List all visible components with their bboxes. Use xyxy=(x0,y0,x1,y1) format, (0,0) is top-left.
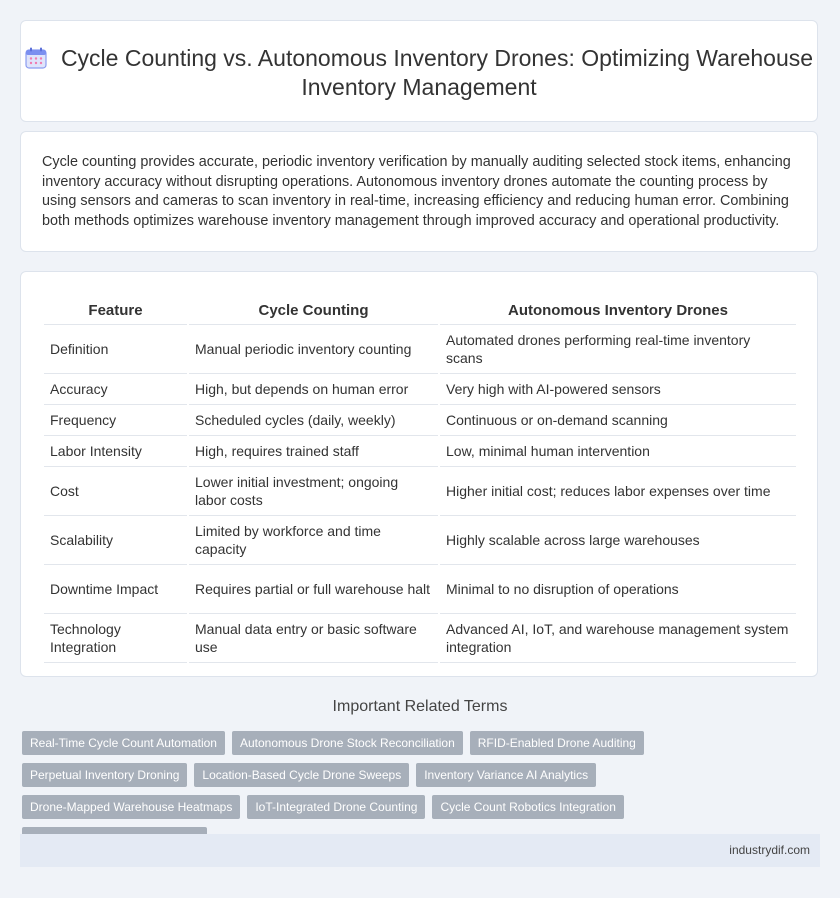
table-row xyxy=(44,565,796,614)
title-card xyxy=(20,20,818,122)
drones-cell: Higher initial cost; reduces labor expenses over time xyxy=(440,467,796,516)
comparison-table xyxy=(42,293,798,663)
related-term-tag[interactable]: Drone-Mapped Warehouse Heatmaps xyxy=(22,795,240,819)
intro-paragraph: Cycle counting provides accurate, periodic inventory verification by manually auditing selected stock items, enhancing inventory accuracy without disrupting operations. Autonomous inventory drones automate the counting process by using sensors and cameras to scan inventory in real-time, increasing efficiency and reducing human error. Combining both methods optimizes warehouse inventory management through improved accuracy and operational productivity. xyxy=(42,154,791,229)
calendar-icon xyxy=(25,47,47,69)
cycle-counting-cell: High, but depends on human error xyxy=(189,374,438,405)
cycle-counting-cell: High, requires trained staff xyxy=(189,436,438,467)
header-autonomous-drones: Autonomous Inventory Drones xyxy=(440,293,796,325)
cycle-counting-cell: Manual data entry or basic software use xyxy=(189,614,438,663)
table-row xyxy=(44,614,796,663)
related-term-tag[interactable]: Location-Based Cycle Drone Sweeps xyxy=(194,763,409,787)
comparison-card xyxy=(20,271,818,677)
feature-cell: Definition xyxy=(44,325,187,374)
related-term-tag[interactable]: IoT-Integrated Drone Counting xyxy=(247,795,425,819)
drones-cell: Advanced AI, IoT, and warehouse management system integration xyxy=(440,614,796,663)
table-row xyxy=(44,467,796,516)
related-term-tag[interactable]: Perpetual Inventory Droning xyxy=(22,763,187,787)
related-term-tag[interactable]: Cycle Count Robotics Integration xyxy=(432,795,623,819)
feature-cell: Downtime Impact xyxy=(44,565,187,614)
page-title xyxy=(21,44,817,102)
table-row xyxy=(44,405,796,436)
drones-cell: Very high with AI-powered sensors xyxy=(440,374,796,405)
page-title-text: Cycle Counting vs. Autonomous Inventory Drones: Optimizing Warehouse Inventory Management xyxy=(60,45,814,100)
footer-site-link[interactable]: industrydif.com xyxy=(729,843,810,857)
related-term-tag[interactable]: Real-Time Cycle Count Automation xyxy=(22,731,225,755)
table-row xyxy=(44,325,796,374)
related-terms-title: Important Related Terms xyxy=(332,698,508,715)
cycle-counting-cell: Scheduled cycles (daily, weekly) xyxy=(189,405,438,436)
related-term-tag[interactable]: Inventory Variance AI Analytics xyxy=(416,763,596,787)
feature-cell: Cost xyxy=(44,467,187,516)
cycle-counting-cell: Manual periodic inventory counting xyxy=(189,325,438,374)
table-row xyxy=(44,436,796,467)
cycle-counting-cell: Limited by workforce and time capacity xyxy=(189,516,438,565)
drones-cell: Automated drones performing real-time inventory scans xyxy=(440,325,796,374)
intro-card xyxy=(20,131,818,252)
table-row xyxy=(44,374,796,405)
cycle-counting-cell: Requires partial or full warehouse halt xyxy=(189,565,438,614)
feature-cell: Scalability xyxy=(44,516,187,565)
related-term-tag[interactable]: RFID-Enabled Drone Auditing xyxy=(470,731,644,755)
table-header-row xyxy=(44,293,796,325)
drones-cell: Low, minimal human intervention xyxy=(440,436,796,467)
feature-cell: Accuracy xyxy=(44,374,187,405)
table-row xyxy=(44,516,796,565)
header-cycle-counting: Cycle Counting xyxy=(189,293,438,325)
header-feature: Feature xyxy=(44,293,187,325)
related-term-tag[interactable]: Autonomous Drone Stock Reconciliation xyxy=(232,731,463,755)
feature-cell: Frequency xyxy=(44,405,187,436)
feature-cell: Labor Intensity xyxy=(44,436,187,467)
drones-cell: Minimal to no disruption of operations xyxy=(440,565,796,614)
drones-cell: Continuous or on-demand scanning xyxy=(440,405,796,436)
feature-cell: Technology Integration xyxy=(44,614,187,663)
drones-cell: Highly scalable across large warehouses xyxy=(440,516,796,565)
footer xyxy=(20,834,820,867)
cycle-counting-cell: Lower initial investment; ongoing labor costs xyxy=(189,467,438,516)
